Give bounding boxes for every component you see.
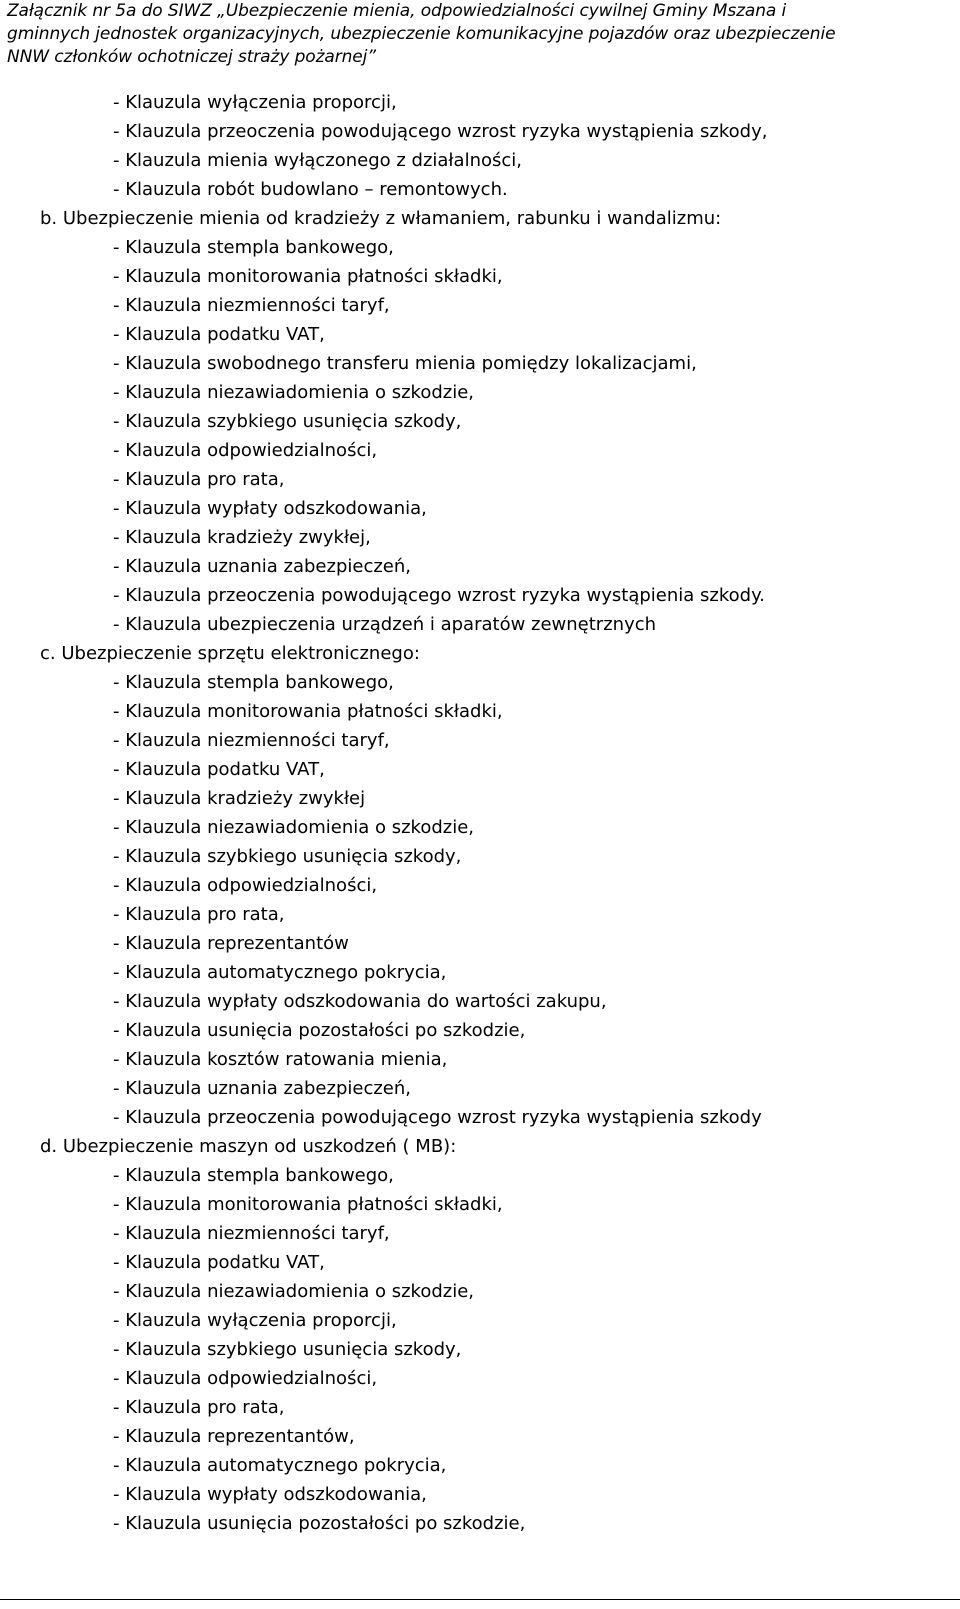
list-item: - Klauzula szybkiego usunięcia szkody,: [113, 1339, 462, 1360]
list-item: - Klauzula ubezpieczenia urządzeń i aparatów zewnętrznych: [113, 614, 657, 635]
header-line: NNW członków ochotniczej straży pożarnej”: [7, 47, 376, 67]
list-item: - Klauzula mienia wyłączonego z działalności,: [113, 150, 522, 171]
list-item: - Klauzula uznania zabezpieczeń,: [113, 556, 412, 577]
list-item: - Klauzula monitorowania płatności składki,: [113, 266, 503, 287]
list-item: - Klauzula przeoczenia powodującego wzrost ryzyka wystąpienia szkody,: [113, 121, 768, 142]
header-line: gminnych jednostek organizacyjnych, ubezpieczenie komunikacyjne pojazdów oraz ubezpieczenie: [7, 24, 836, 44]
document-header: [7, 0, 952, 69]
section-b: [40, 204, 955, 639]
list-item: - Klauzula kradzieży zwykłej: [113, 788, 366, 809]
list-item: - Klauzula usunięcia pozostałości po szkodzie,: [113, 1020, 526, 1041]
list-item: - Klauzula wypłaty odszkodowania,: [113, 1484, 427, 1505]
list-item: - Klauzula pro rata,: [113, 469, 285, 490]
list-item: - Klauzula niezawiadomienia o szkodzie,: [113, 817, 475, 838]
section-d: [40, 1132, 955, 1538]
list-item: - Klauzula pro rata,: [113, 1397, 285, 1418]
section-c: [40, 639, 955, 1132]
list-item: - Klauzula uznania zabezpieczeń,: [113, 1078, 412, 1099]
list-item: - Klauzula odpowiedzialności,: [113, 1368, 378, 1389]
list-item: - Klauzula monitorowania płatności składki,: [113, 1194, 503, 1215]
section-heading: b. Ubezpieczenie mienia od kradzieży z włamaniem, rabunku i wandalizmu:: [40, 208, 722, 229]
list-item: - Klauzula wypłaty odszkodowania do wartości zakupu,: [113, 991, 607, 1012]
list-item: - Klauzula przeoczenia powodującego wzrost ryzyka wystąpienia szkody.: [113, 585, 765, 606]
list-item: - Klauzula stempla bankowego,: [113, 1165, 394, 1186]
list-item: - Klauzula automatycznego pokrycia,: [113, 962, 447, 983]
list-item: - Klauzula reprezentantów,: [113, 1426, 355, 1447]
document-body: [40, 88, 955, 1538]
section-a-tail: [40, 88, 955, 204]
list-item: - Klauzula swobodnego transferu mienia pomiędzy lokalizacjami,: [113, 353, 697, 374]
list-item: - Klauzula pro rata,: [113, 904, 285, 925]
list-item: - Klauzula stempla bankowego,: [113, 237, 394, 258]
list-item: - Klauzula podatku VAT,: [113, 1252, 325, 1273]
list-item: - Klauzula wypłaty odszkodowania,: [113, 498, 427, 519]
header-line: Załącznik nr 5a do SIWZ „Ubezpieczenie mienia, odpowiedzialności cywilnej Gminy Mszana i: [7, 1, 787, 21]
list-item: - Klauzula niezawiadomienia o szkodzie,: [113, 1281, 475, 1302]
list-item: - Klauzula kradzieży zwykłej,: [113, 527, 371, 548]
list-item: - Klauzula monitorowania płatności składki,: [113, 701, 503, 722]
list-item: - Klauzula szybkiego usunięcia szkody,: [113, 411, 462, 432]
section-heading: d. Ubezpieczenie maszyn od uszkodzeń ( MB):: [40, 1136, 457, 1157]
list-item: - Klauzula wyłączenia proporcji,: [113, 92, 397, 113]
list-item: - Klauzula odpowiedzialności,: [113, 875, 378, 896]
list-item: - Klauzula wyłączenia proporcji,: [113, 1310, 397, 1331]
list-item: - Klauzula automatycznego pokrycia,: [113, 1455, 447, 1476]
list-item: - Klauzula przeoczenia powodującego wzrost ryzyka wystąpienia szkody: [113, 1107, 762, 1128]
list-item: - Klauzula niezmienności taryf,: [113, 1223, 390, 1244]
footer-divider: [0, 1599, 960, 1600]
list-item: - Klauzula niezmienności taryf,: [113, 730, 390, 751]
list-item: - Klauzula kosztów ratowania mienia,: [113, 1049, 448, 1070]
list-item: - Klauzula robót budowlano – remontowych.: [113, 179, 508, 200]
list-item: - Klauzula odpowiedzialności,: [113, 440, 378, 461]
list-item: - Klauzula usunięcia pozostałości po szkodzie,: [113, 1513, 526, 1534]
list-item: - Klauzula reprezentantów: [113, 933, 349, 954]
section-heading: c. Ubezpieczenie sprzętu elektronicznego:: [40, 643, 420, 664]
list-item: - Klauzula podatku VAT,: [113, 759, 325, 780]
list-item: - Klauzula stempla bankowego,: [113, 672, 394, 693]
list-item: - Klauzula szybkiego usunięcia szkody,: [113, 846, 462, 867]
list-item: - Klauzula niezawiadomienia o szkodzie,: [113, 382, 475, 403]
list-item: - Klauzula niezmienności taryf,: [113, 295, 390, 316]
list-item: - Klauzula podatku VAT,: [113, 324, 325, 345]
